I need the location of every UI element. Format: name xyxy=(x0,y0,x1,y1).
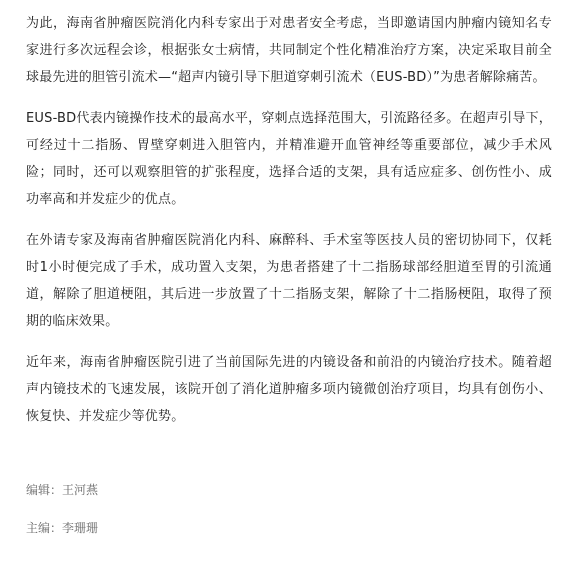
article-paragraph-4: 近年来，海南省肿瘤医院引进了当前国际先进的内镜设备和前沿的内镜治疗技术。随着超声内镜技术的飞速发展，该院开创了消化道肿瘤多项内镜微创治疗项目，均具有创伤小、恢复快、并发症少等优势。 xyxy=(26,355,552,424)
article-credits xyxy=(26,480,552,556)
article-paragraph-1: 为此，海南省肿瘤医院消化内科专家出于对患者安全考虑，当即邀请国内肿瘤内镜知名专家进行多次远程会诊，根据张女士病情，共同制定个性化精准治疗方案，决定采取目前全球最先进的胆管引流术—“超声内镜引导下胆道穿刺引流术（EUS-BD）”为患者解除痛苦。 xyxy=(26,16,552,85)
editor-credit: 编辑：王河燕 xyxy=(26,483,99,497)
chief-editor-credit: 主编：李珊珊 xyxy=(26,521,99,535)
article-body xyxy=(26,10,552,444)
article-paragraph-2: EUS-BD代表内镜操作技术的最高水平，穿刺点选择范围大，引流路径多。在超声引导下，可经过十二指肠、胃壁穿刺进入胆管内，并精准避开血管神经等重要部位，减少手术风险；同时，还可以观察胆管的扩张程度，选择合适的支架，具有适应症多、创伤性小、成功率高和并发症少的优点。 xyxy=(26,111,552,207)
article-paragraph-3: 在外请专家及海南省肿瘤医院消化内科、麻醉科、手术室等医技人员的密切协同下，仅耗时1小时便完成了手术，成功置入支架，为患者搭建了十二指肠球部经胆道至胃的引流通道，解除了胆道梗阻，其后进一步放置了十二指肠支架，解除了十二指肠梗阻，取得了预期的临床效果。 xyxy=(26,233,552,329)
